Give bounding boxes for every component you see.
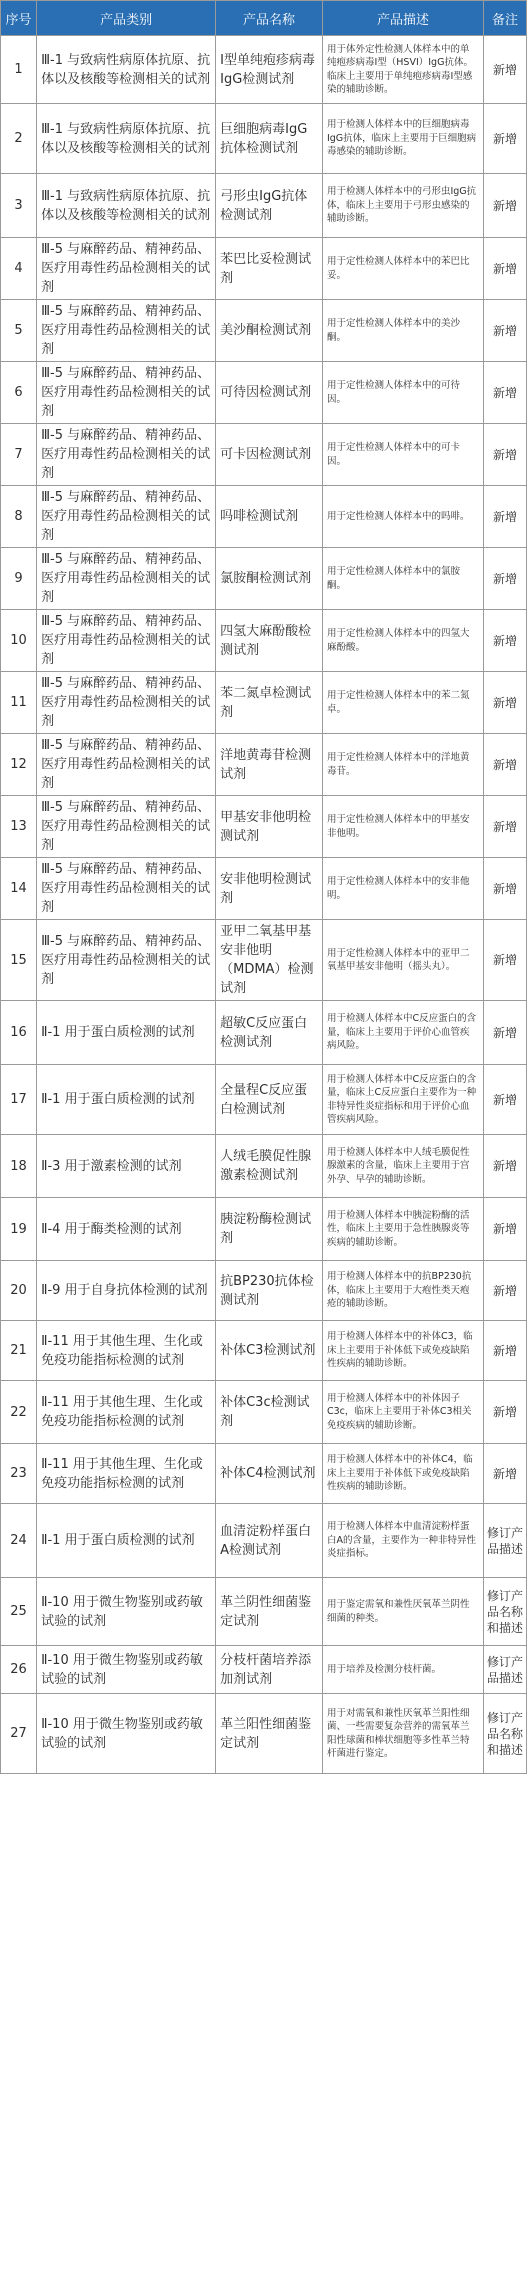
cell-name: 可待因检测试剂 xyxy=(216,362,323,424)
cell-note: 修订产品名称和描述 xyxy=(483,1578,526,1646)
cell-note: 新增 xyxy=(483,548,526,610)
cell-description: 用于检测人体样本中C反应蛋白的含量，临床上主要用于评价心血管疾病风险。 xyxy=(322,1001,483,1065)
cell-note: 新增 xyxy=(483,1381,526,1444)
cell-note: 新增 xyxy=(483,734,526,796)
cell-note: 新增 xyxy=(483,610,526,672)
table-row xyxy=(1,1694,527,1774)
cell-note: 新增 xyxy=(483,174,526,238)
cell-description: 用于检测人体样本中血清淀粉样蛋白A的含量，主要作为一种非特异性炎症指标。 xyxy=(322,1504,483,1578)
cell-no: 20 xyxy=(1,1261,37,1321)
cell-no: 25 xyxy=(1,1578,37,1646)
table-row xyxy=(1,1198,527,1261)
cell-category: Ⅲ-1 与致病性病原体抗原、抗体以及核酸等检测相关的试剂 xyxy=(37,174,216,238)
cell-note: 新增 xyxy=(483,858,526,920)
table-row xyxy=(1,858,527,920)
table-row xyxy=(1,1135,527,1198)
cell-description: 用于定性检测人体样本中的甲基安非他明。 xyxy=(322,796,483,858)
cell-name: 巨细胞病毒IgG抗体检测试剂 xyxy=(216,104,323,174)
cell-category: Ⅱ-10 用于微生物鉴别或药敏试验的试剂 xyxy=(37,1694,216,1774)
table-row xyxy=(1,1261,527,1321)
cell-name: 分枝杆菌培养添加剂试剂 xyxy=(216,1646,323,1694)
cell-description: 用于检测人体样本中的补体C3，临床上主要用于补体低下或免疫缺陷性疾病的辅助诊断。 xyxy=(322,1321,483,1381)
cell-name: 血清淀粉样蛋白A检测试剂 xyxy=(216,1504,323,1578)
cell-no: 21 xyxy=(1,1321,37,1381)
cell-category: Ⅲ-5 与麻醉药品、精神药品、医疗用毒性药品检测相关的试剂 xyxy=(37,672,216,734)
cell-name: 甲基安非他明检测试剂 xyxy=(216,796,323,858)
cell-category: Ⅲ-5 与麻醉药品、精神药品、医疗用毒性药品检测相关的试剂 xyxy=(37,424,216,486)
table-row xyxy=(1,1065,527,1135)
cell-category: Ⅲ-5 与麻醉药品、精神药品、医疗用毒性药品检测相关的试剂 xyxy=(37,486,216,548)
cell-no: 2 xyxy=(1,104,37,174)
cell-name: 补体C4检测试剂 xyxy=(216,1444,323,1504)
cell-no: 16 xyxy=(1,1001,37,1065)
cell-note: 新增 xyxy=(483,1065,526,1135)
cell-no: 13 xyxy=(1,796,37,858)
table-row xyxy=(1,36,527,104)
cell-no: 19 xyxy=(1,1198,37,1261)
cell-description: 用于定性检测人体样本中的苯二氮卓。 xyxy=(322,672,483,734)
cell-description: 用于检测人体样本中的抗BP230抗体，临床上主要用于大疱性类天疱疮的辅助诊断。 xyxy=(322,1261,483,1321)
cell-no: 4 xyxy=(1,238,37,300)
cell-category: Ⅲ-5 与麻醉药品、精神药品、医疗用毒性药品检测相关的试剂 xyxy=(37,610,216,672)
cell-name: Ⅰ型单纯疱疹病毒IgG检测试剂 xyxy=(216,36,323,104)
cell-description: 用于定性检测人体样本中的美沙酮。 xyxy=(322,300,483,362)
cell-name: 吗啡检测试剂 xyxy=(216,486,323,548)
cell-category: Ⅲ-5 与麻醉药品、精神药品、医疗用毒性药品检测相关的试剂 xyxy=(37,796,216,858)
table-row xyxy=(1,1381,527,1444)
cell-description: 用于定性检测人体样本中的可卡因。 xyxy=(322,424,483,486)
cell-no: 12 xyxy=(1,734,37,796)
cell-category: Ⅲ-5 与麻醉药品、精神药品、医疗用毒性药品检测相关的试剂 xyxy=(37,548,216,610)
cell-category: Ⅱ-1 用于蛋白质检测的试剂 xyxy=(37,1001,216,1065)
table-header-row xyxy=(1,1,527,36)
cell-note: 新增 xyxy=(483,1135,526,1198)
table-row xyxy=(1,1504,527,1578)
cell-description: 用于定性检测人体样本中的可待因。 xyxy=(322,362,483,424)
cell-name: 全量程C反应蛋白检测试剂 xyxy=(216,1065,323,1135)
cell-description: 用于检测人体样本中的补体C4，临床上主要用于补体低下或免疫缺陷性疾病的辅助诊断。 xyxy=(322,1444,483,1504)
cell-note: 新增 xyxy=(483,672,526,734)
table-row xyxy=(1,174,527,238)
cell-category: Ⅱ-10 用于微生物鉴别或药敏试验的试剂 xyxy=(37,1578,216,1646)
header-no: 序号 xyxy=(1,1,37,36)
cell-note: 修订产品描述 xyxy=(483,1646,526,1694)
cell-name: 美沙酮检测试剂 xyxy=(216,300,323,362)
cell-category: Ⅱ-9 用于自身抗体检测的试剂 xyxy=(37,1261,216,1321)
cell-note: 新增 xyxy=(483,1001,526,1065)
table-row xyxy=(1,1321,527,1381)
cell-description: 用于检测人体样本中的补体因子C3c，临床上主要用于补体C3相关免疫疾病的辅助诊断。 xyxy=(322,1381,483,1444)
cell-name: 革兰阴性细菌鉴定试剂 xyxy=(216,1578,323,1646)
cell-no: 24 xyxy=(1,1504,37,1578)
cell-category: Ⅱ-11 用于其他生理、生化或免疫功能指标检测的试剂 xyxy=(37,1321,216,1381)
cell-description: 用于检测人体样本中的弓形虫IgG抗体，临床上主要用于弓形虫感染的辅助诊断。 xyxy=(322,174,483,238)
table-row xyxy=(1,1578,527,1646)
cell-description: 用于定性检测人体样本中的亚甲二氧基甲基安非他明（摇头丸）。 xyxy=(322,920,483,1001)
cell-description: 用于体外定性检测人体样本中的单纯疱疹病毒Ⅰ型（HSVⅠ）IgG抗体。临床上主要用于单纯疱疹病毒Ⅰ型感染的辅助诊断。 xyxy=(322,36,483,104)
header-category: 产品类别 xyxy=(37,1,216,36)
header-description: 产品描述 xyxy=(322,1,483,36)
cell-note: 修订产品描述 xyxy=(483,1504,526,1578)
table-row xyxy=(1,734,527,796)
cell-name: 安非他明检测试剂 xyxy=(216,858,323,920)
cell-no: 11 xyxy=(1,672,37,734)
cell-no: 6 xyxy=(1,362,37,424)
table-row xyxy=(1,300,527,362)
cell-category: Ⅲ-5 与麻醉药品、精神药品、医疗用毒性药品检测相关的试剂 xyxy=(37,858,216,920)
cell-no: 15 xyxy=(1,920,37,1001)
cell-note: 新增 xyxy=(483,104,526,174)
cell-description: 用于检测人体样本中C反应蛋白的含量，临床上C反应蛋白主要作为一种非特异性炎症指标和用于评价心血管疾病风险。 xyxy=(322,1065,483,1135)
table-row xyxy=(1,362,527,424)
cell-description: 用于检测人体样本中人绒毛膜促性腺激素的含量，临床上主要用于宫外孕、早孕的辅助诊断。 xyxy=(322,1135,483,1198)
cell-name: 抗BP230抗体检测试剂 xyxy=(216,1261,323,1321)
cell-name: 补体C3检测试剂 xyxy=(216,1321,323,1381)
cell-name: 洋地黄毒苷检测试剂 xyxy=(216,734,323,796)
cell-no: 9 xyxy=(1,548,37,610)
cell-category: Ⅱ-1 用于蛋白质检测的试剂 xyxy=(37,1065,216,1135)
cell-category: Ⅱ-1 用于蛋白质检测的试剂 xyxy=(37,1504,216,1578)
table-row xyxy=(1,796,527,858)
cell-no: 17 xyxy=(1,1065,37,1135)
cell-description: 用于定性检测人体样本中的四氢大麻酚酸。 xyxy=(322,610,483,672)
cell-no: 26 xyxy=(1,1646,37,1694)
cell-description: 用于定性检测人体样本中的氯胺酮。 xyxy=(322,548,483,610)
table-row xyxy=(1,104,527,174)
cell-note: 新增 xyxy=(483,920,526,1001)
cell-description: 用于鉴定需氧和兼性厌氧革兰阴性细菌的种类。 xyxy=(322,1578,483,1646)
cell-category: Ⅲ-5 与麻醉药品、精神药品、医疗用毒性药品检测相关的试剂 xyxy=(37,238,216,300)
cell-name: 人绒毛膜促性腺激素检测试剂 xyxy=(216,1135,323,1198)
cell-note: 新增 xyxy=(483,300,526,362)
cell-note: 新增 xyxy=(483,424,526,486)
cell-no: 7 xyxy=(1,424,37,486)
cell-note: 新增 xyxy=(483,238,526,300)
cell-note: 新增 xyxy=(483,362,526,424)
cell-note: 新增 xyxy=(483,796,526,858)
cell-note: 新增 xyxy=(483,486,526,548)
cell-category: Ⅲ-1 与致病性病原体抗原、抗体以及核酸等检测相关的试剂 xyxy=(37,104,216,174)
cell-category: Ⅲ-5 与麻醉药品、精神药品、医疗用毒性药品检测相关的试剂 xyxy=(37,734,216,796)
cell-no: 22 xyxy=(1,1381,37,1444)
cell-category: Ⅲ-5 与麻醉药品、精神药品、医疗用毒性药品检测相关的试剂 xyxy=(37,300,216,362)
table-row xyxy=(1,424,527,486)
cell-name: 弓形虫IgG抗体检测试剂 xyxy=(216,174,323,238)
cell-note: 新增 xyxy=(483,1444,526,1504)
table-row xyxy=(1,238,527,300)
cell-name: 超敏C反应蛋白检测试剂 xyxy=(216,1001,323,1065)
cell-no: 27 xyxy=(1,1694,37,1774)
cell-no: 8 xyxy=(1,486,37,548)
cell-no: 1 xyxy=(1,36,37,104)
table-row xyxy=(1,610,527,672)
cell-name: 补体C3c检测试剂 xyxy=(216,1381,323,1444)
cell-no: 10 xyxy=(1,610,37,672)
cell-no: 5 xyxy=(1,300,37,362)
cell-no: 14 xyxy=(1,858,37,920)
cell-category: Ⅱ-11 用于其他生理、生化或免疫功能指标检测的试剂 xyxy=(37,1444,216,1504)
table-row xyxy=(1,1646,527,1694)
cell-description: 用于培养及检测分枝杆菌。 xyxy=(322,1646,483,1694)
cell-description: 用于对需氧和兼性厌氧革兰阳性细菌、一些需要复杂营养的需氧革兰阳性球菌和棒状细胞等多性革兰特杆菌进行鉴定。 xyxy=(322,1694,483,1774)
cell-description: 用于定性检测人体样本中的吗啡。 xyxy=(322,486,483,548)
table-row xyxy=(1,1444,527,1504)
cell-note: 新增 xyxy=(483,1321,526,1381)
cell-no: 18 xyxy=(1,1135,37,1198)
table-row xyxy=(1,548,527,610)
cell-name: 革兰阳性细菌鉴定试剂 xyxy=(216,1694,323,1774)
cell-note: 修订产品名称和描述 xyxy=(483,1694,526,1774)
cell-category: Ⅱ-11 用于其他生理、生化或免疫功能指标检测的试剂 xyxy=(37,1381,216,1444)
cell-description: 用于检测人体样本中的巨细胞病毒IgG抗体，临床上主要用于巨细胞病毒感染的辅助诊断。 xyxy=(322,104,483,174)
cell-category: Ⅲ-5 与麻醉药品、精神药品、医疗用毒性药品检测相关的试剂 xyxy=(37,920,216,1001)
cell-category: Ⅲ-1 与致病性病原体抗原、抗体以及核酸等检测相关的试剂 xyxy=(37,36,216,104)
cell-name: 苯二氮卓检测试剂 xyxy=(216,672,323,734)
cell-name: 苯巴比妥检测试剂 xyxy=(216,238,323,300)
table-row xyxy=(1,920,527,1001)
cell-name: 氯胺酮检测试剂 xyxy=(216,548,323,610)
table-row xyxy=(1,672,527,734)
cell-name: 亚甲二氧基甲基安非他明（MDMA）检测试剂 xyxy=(216,920,323,1001)
cell-name: 胰淀粉酶检测试剂 xyxy=(216,1198,323,1261)
cell-category: Ⅲ-5 与麻醉药品、精神药品、医疗用毒性药品检测相关的试剂 xyxy=(37,362,216,424)
cell-description: 用于定性检测人体样本中的洋地黄毒苷。 xyxy=(322,734,483,796)
cell-category: Ⅱ-3 用于激素检测的试剂 xyxy=(37,1135,216,1198)
cell-note: 新增 xyxy=(483,1261,526,1321)
header-name: 产品名称 xyxy=(216,1,323,36)
cell-name: 四氢大麻酚酸检测试剂 xyxy=(216,610,323,672)
header-note: 备注 xyxy=(483,1,526,36)
cell-category: Ⅱ-4 用于酶类检测的试剂 xyxy=(37,1198,216,1261)
cell-description: 用于定性检测人体样本中的苯巴比妥。 xyxy=(322,238,483,300)
cell-category: Ⅱ-10 用于微生物鉴别或药敏试验的试剂 xyxy=(37,1646,216,1694)
table-row xyxy=(1,1001,527,1065)
table-row xyxy=(1,486,527,548)
cell-note: 新增 xyxy=(483,36,526,104)
table-body xyxy=(1,36,527,1774)
cell-description: 用于定性检测人体样本中的安非他明。 xyxy=(322,858,483,920)
cell-no: 23 xyxy=(1,1444,37,1504)
cell-description: 用于检测人体样本中胰淀粉酶的活性，临床上主要用于急性胰腺炎等疾病的辅助诊断。 xyxy=(322,1198,483,1261)
cell-note: 新增 xyxy=(483,1198,526,1261)
cell-name: 可卡因检测试剂 xyxy=(216,424,323,486)
cell-no: 3 xyxy=(1,174,37,238)
